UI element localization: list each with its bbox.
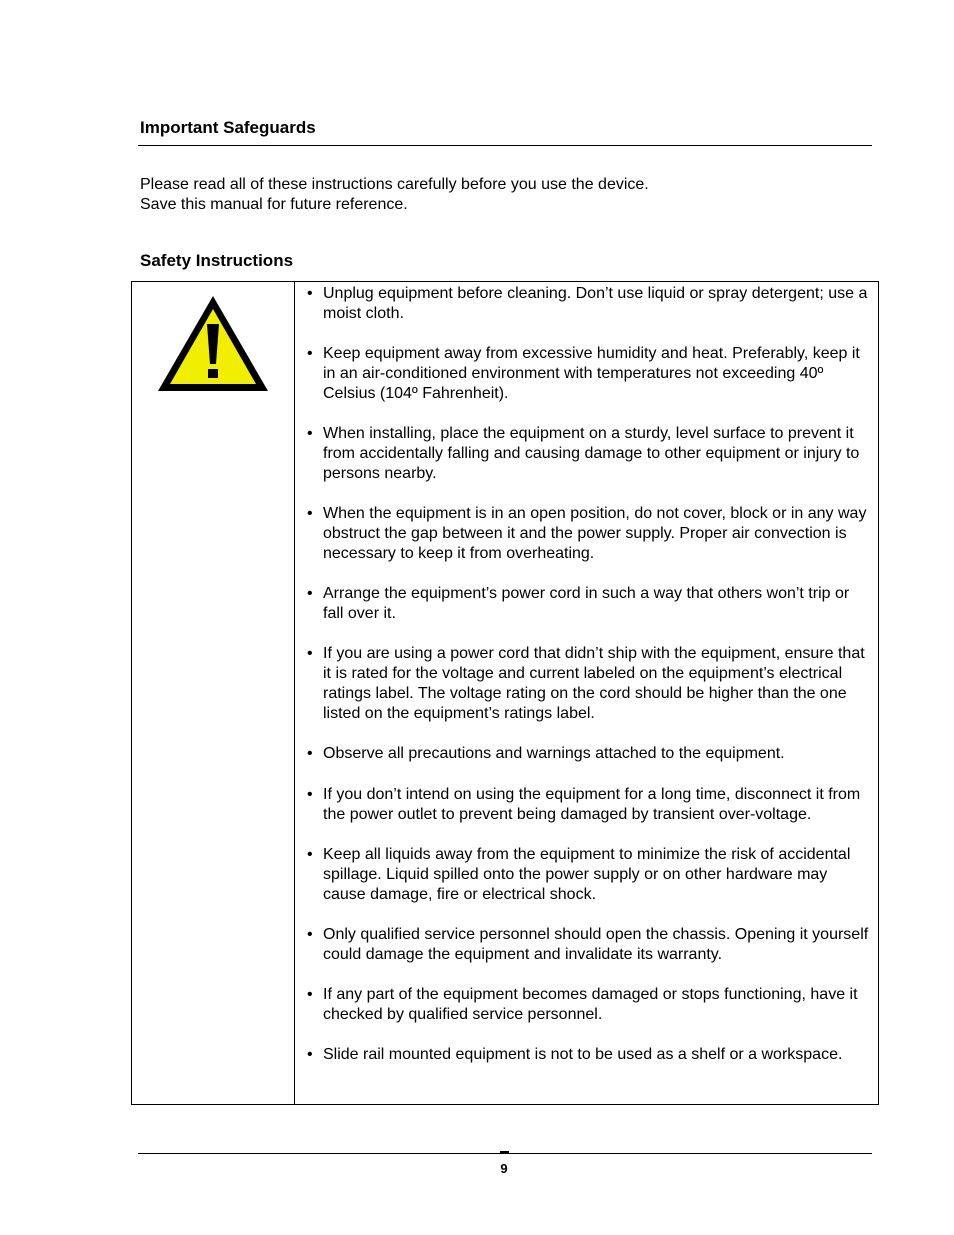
list-item-text: When the equipment is in an open position, do not cover, block or in any way obstruct the gap between it and the power supply. Proper air convection is necessary to keep it from overheating. [323,505,867,562]
list-item-text: Arrange the equipment’s power cord in such a way that others won’t trip or fall over it. [323,585,850,622]
list-item [295,785,875,825]
list-item [295,845,875,905]
bullet-icon: • [307,1046,313,1063]
bullet-icon: • [307,585,313,602]
page-heading: Important Safeguards [140,118,316,137]
list-item-text: Unplug equipment before cleaning. Don’t use liquid or spray detergent; use a moist cloth. [323,285,868,322]
safety-section-title: Safety Instructions [140,251,294,270]
list-item-text: If you don’t intend on using the equipment for a long time, disconnect it from the power outlet to prevent being damaged by transient over-voltage. [323,786,861,823]
list-item [295,344,875,404]
safety-instruction-list [295,284,875,1065]
list-item [295,284,875,324]
list-item-text: If any part of the equipment becomes damaged or stops functioning, have it checked by qualified service personnel. [323,986,858,1023]
list-item [295,584,875,624]
warning-triangle-icon [156,294,270,394]
list-item [295,744,875,764]
bullet-icon: • [307,345,313,362]
list-item [295,424,875,484]
bullet-icon: • [307,505,313,522]
intro-line: Please read all of these instructions carefully before you use the device. [140,176,649,193]
intro-paragraph [140,175,649,215]
bullet-icon: • [307,285,313,302]
intro-line: Save this manual for future reference. [140,196,408,213]
list-item-text: Keep all liquids away from the equipment to minimize the risk of accidental spillage. Liquid spilled onto the power supply or on other hardware may cause damage, fire or electrical shock. [323,846,851,903]
list-item [295,504,875,564]
bullet-icon: • [307,745,313,762]
list-item-text: When installing, place the equipment on a sturdy, level surface to prevent it from accidentally falling and causing damage to other equipment or injury to persons nearby. [323,425,860,482]
list-item-text: Keep equipment away from excessive humidity and heat. Preferably, keep it in an air-conditioned environment with temperatures not exceeding 40º Celsius (104º Fahrenheit). [323,345,860,402]
bullet-icon: • [307,425,313,442]
list-item [295,1045,875,1065]
list-item [295,644,875,724]
list-item [295,985,875,1025]
icon-cell [132,282,295,1104]
bullet-icon: • [307,986,313,1003]
bullet-icon: • [307,786,313,803]
bullet-icon: • [307,846,313,863]
footer-rule [138,1153,872,1154]
safety-instructions-table [131,281,879,1105]
bullet-icon: • [307,926,313,943]
list-item-text: If you are using a power cord that didn’t ship with the equipment, ensure that it is rated for the voltage and current labeled on the equipment’s electrical ratings label. The voltage rating on the cord should be higher than the one listed on the equipment’s ratings label. [323,645,865,722]
list-item [295,925,875,965]
page-tick-mark [500,1151,509,1153]
heading-rule [138,145,872,146]
list-item-text: Only qualified service personnel should open the chassis. Opening it yourself could damage the equipment and invalidate its warranty. [323,926,869,963]
list-item-text: Observe all precautions and warnings attached to the equipment. [323,745,785,762]
list-item-text: Slide rail mounted equipment is not to be used as a shelf or a workspace. [323,1046,843,1063]
page-number: 9 [500,1161,508,1176]
bullet-icon: • [307,645,313,662]
